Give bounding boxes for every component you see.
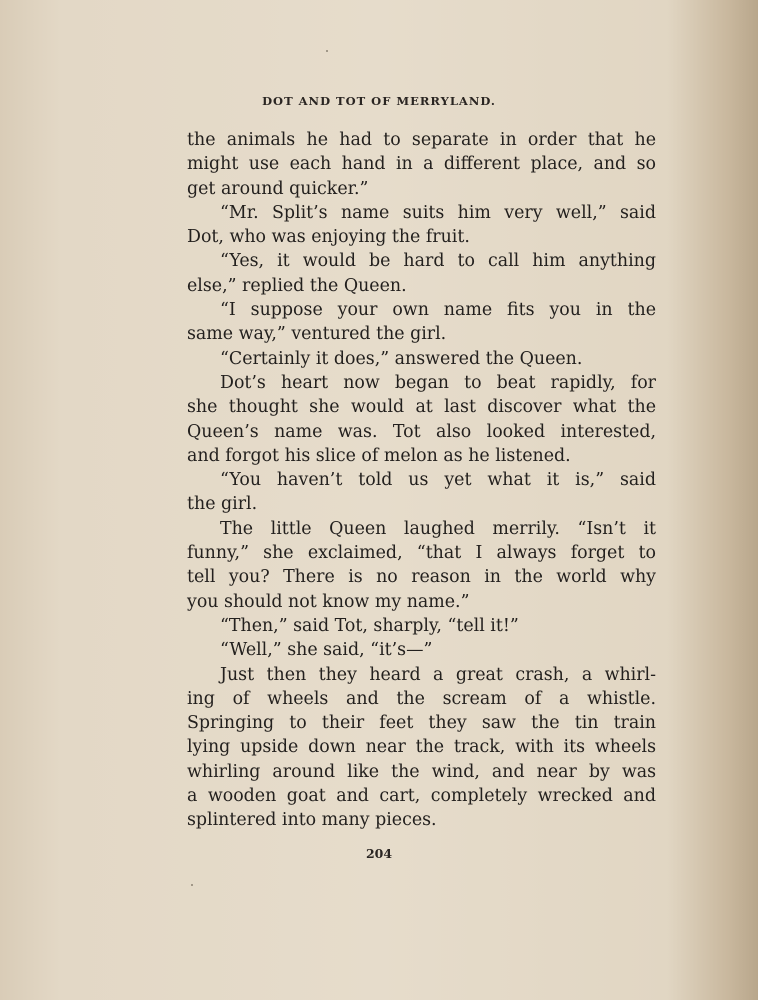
paper-speck bbox=[191, 884, 193, 886]
text-line: might use each hand in a different place, and so bbox=[187, 154, 656, 175]
text-line: splintered into many pieces. bbox=[187, 810, 437, 831]
text-line: “Then,” said Tot, sharply, “tell it!” bbox=[220, 615, 519, 636]
text-line: and forgot his slice of melon as he listened. bbox=[187, 445, 571, 466]
page-number: 204 bbox=[365, 846, 393, 861]
body-text bbox=[187, 128, 656, 833]
text-line: lying upside down near the track, with its wheels bbox=[187, 737, 656, 758]
text-line: else,” replied the Queen. bbox=[187, 275, 407, 296]
text-line: Just then they heard a great crash, a whirl- bbox=[220, 664, 656, 685]
text-line: The little Queen laughed merrily. “Isn’t it bbox=[220, 518, 656, 539]
text-line: ing of wheels and the scream of a whistle. bbox=[187, 688, 656, 709]
text-line: a wooden goat and cart, completely wrecked and bbox=[187, 786, 656, 807]
text-line: “You haven’t told us yet what it is,” said bbox=[220, 470, 656, 491]
text-line: Dot, who was enjoying the fruit. bbox=[187, 227, 470, 248]
text-line: the animals he had to separate in order that he bbox=[187, 130, 656, 150]
text-line: get around quicker.” bbox=[187, 178, 369, 199]
text-line: you should not know my name.” bbox=[187, 591, 470, 612]
text-line: Queen’s name was. Tot also looked interested, bbox=[187, 421, 656, 442]
text-line: she thought she would at last discover what the bbox=[187, 397, 656, 418]
paper-speck bbox=[326, 50, 328, 52]
text-line: “Certainly it does,” answered the Queen. bbox=[220, 348, 583, 369]
text-line: “Well,” she said, “it’s—” bbox=[220, 640, 433, 661]
text-line: tell you? There is no reason in the world why bbox=[187, 567, 656, 588]
text-line: funny,” she exclaimed, “that I always forget to bbox=[187, 543, 656, 564]
text-line: the girl. bbox=[187, 494, 258, 515]
text-line: Dot’s heart now began to beat rapidly, for bbox=[220, 372, 656, 393]
text-line: Springing to their feet they saw the tin train bbox=[187, 713, 656, 734]
running-head: DOT AND TOT OF MERRYLAND. bbox=[262, 94, 496, 108]
text-line: “I suppose your own name fits you in the bbox=[220, 300, 656, 321]
text-line: whirling around like the wind, and near by was bbox=[187, 761, 656, 782]
text-line: same way,” ventured the girl. bbox=[187, 324, 447, 345]
text-line: “Yes, it would be hard to call him anything bbox=[220, 251, 656, 272]
text-line: “Mr. Split’s name suits him very well,” said bbox=[220, 202, 656, 223]
